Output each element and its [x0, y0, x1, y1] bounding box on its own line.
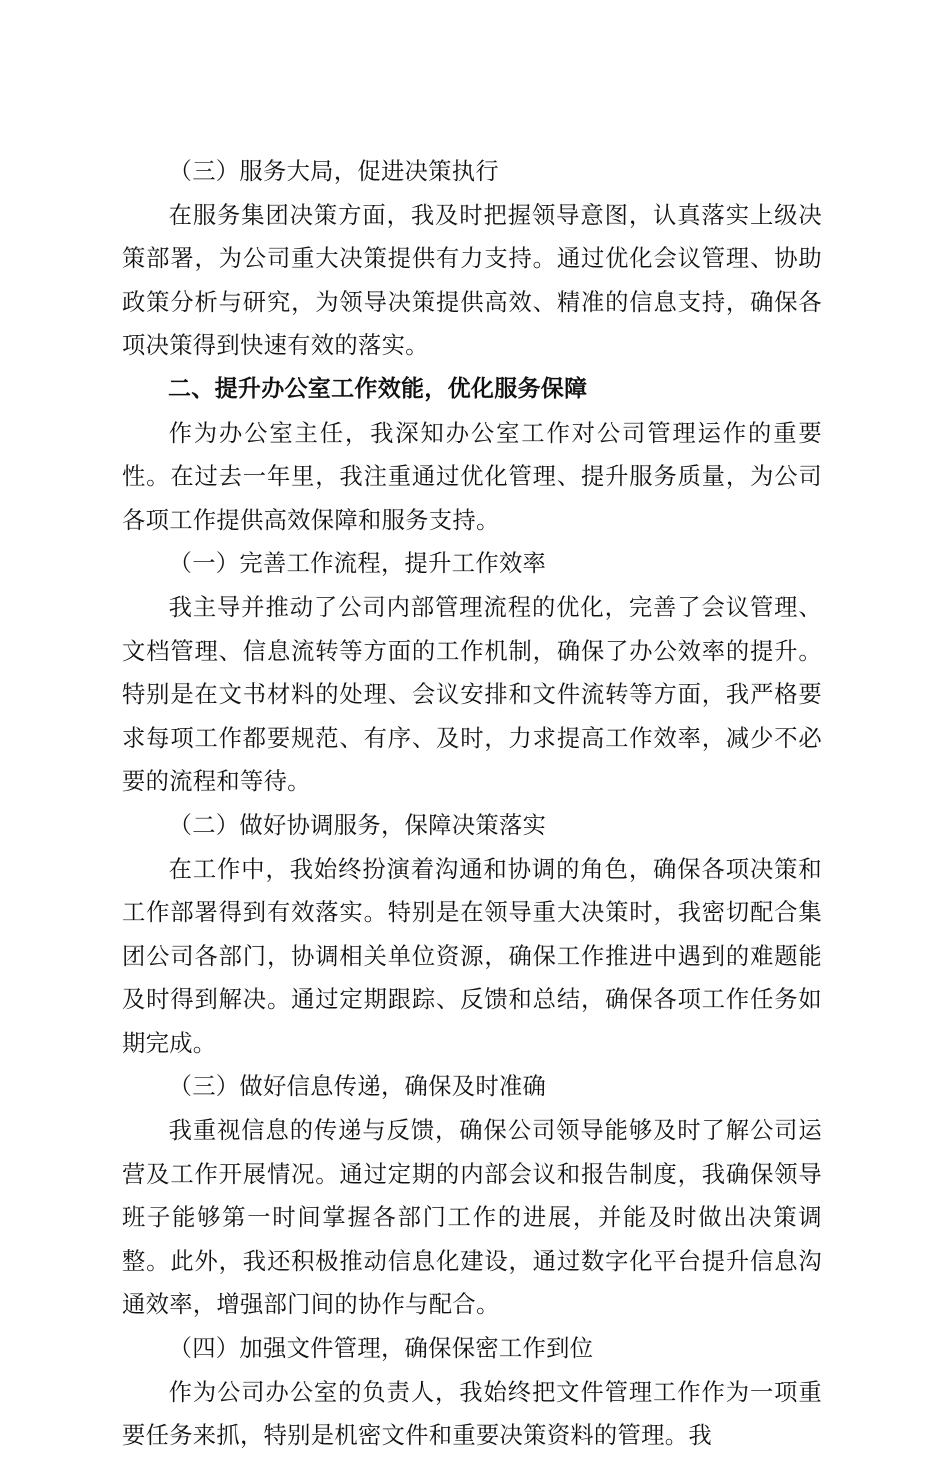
section-heading-coordination: （二）做好协调服务，保障决策落实: [168, 811, 547, 839]
section-heading-serve-overall: （三）服务大局，促进决策执行: [168, 158, 499, 185]
paragraph-serve-overall: 在服务集团决策方面，我及时把握领导意图，认真落实上级决策部署，为公司重大决策提供有力支持。通过优化会议管理、协助政策分析与研究，为领导决策提供高效、精准的信息支持，确保各项决策得到快速有效的落实。: [122, 201, 822, 360]
paragraph-office-intro: 作为办公室主任，我深知办公室工作对公司管理运作的重要性。在过去一年里，我注重通过优化管理、提升服务质量，为公司各项工作提供高效保障和服务支持。: [122, 419, 822, 534]
paragraph-information: 我重视信息的传递与反馈，确保公司领导能够及时了解公司运营及工作开展情况。通过定期的内部会议和报告制度，我确保领导班子能够第一时间掌握各部门工作的进展，并能及时做出决策调整。此外，我还积极推动信息化建设，通过数字化平台提升信息沟通效率，增强部门间的协作与配合。: [122, 1117, 822, 1319]
section-heading-information: （三）做好信息传递，确保及时准确: [168, 1073, 547, 1101]
section-heading-document-management: （四）加强文件管理，确保保密工作到位: [168, 1335, 594, 1363]
paragraph-coordination: 在工作中，我始终扮演着沟通和协调的角色，确保各项决策和工作部署得到有效落实。特别是在领导重大决策时，我密切配合集团公司各部门，协调相关单位资源，确保工作推进中遇到的难题能及时得到解决。通过定期跟踪、反馈和总结，确保各项工作任务如期完成。: [122, 855, 822, 1057]
section-heading-workflow: （一）完善工作流程，提升工作效率: [168, 550, 547, 578]
paragraph-document-management: 作为公司办公室的负责人，我始终把文件管理工作作为一项重要任务来抓，特别是机密文件和重要决策资料的管理。我: [122, 1378, 822, 1450]
document-body: [122, 150, 822, 1458]
paragraph-workflow: 我主导并推动了公司内部管理流程的优化，完善了会议管理、文档管理、信息流转等方面的工作机制，确保了办公效率的提升。特别是在文书材料的处理、会议安排和文件流转等方面，我严格要求每项工作都要规范、有序、及时，力求提高工作效率，减少不必要的流程和等待。: [122, 593, 822, 796]
part-heading-office-efficiency: 二、提升办公室工作效能，优化服务保障: [168, 375, 588, 402]
